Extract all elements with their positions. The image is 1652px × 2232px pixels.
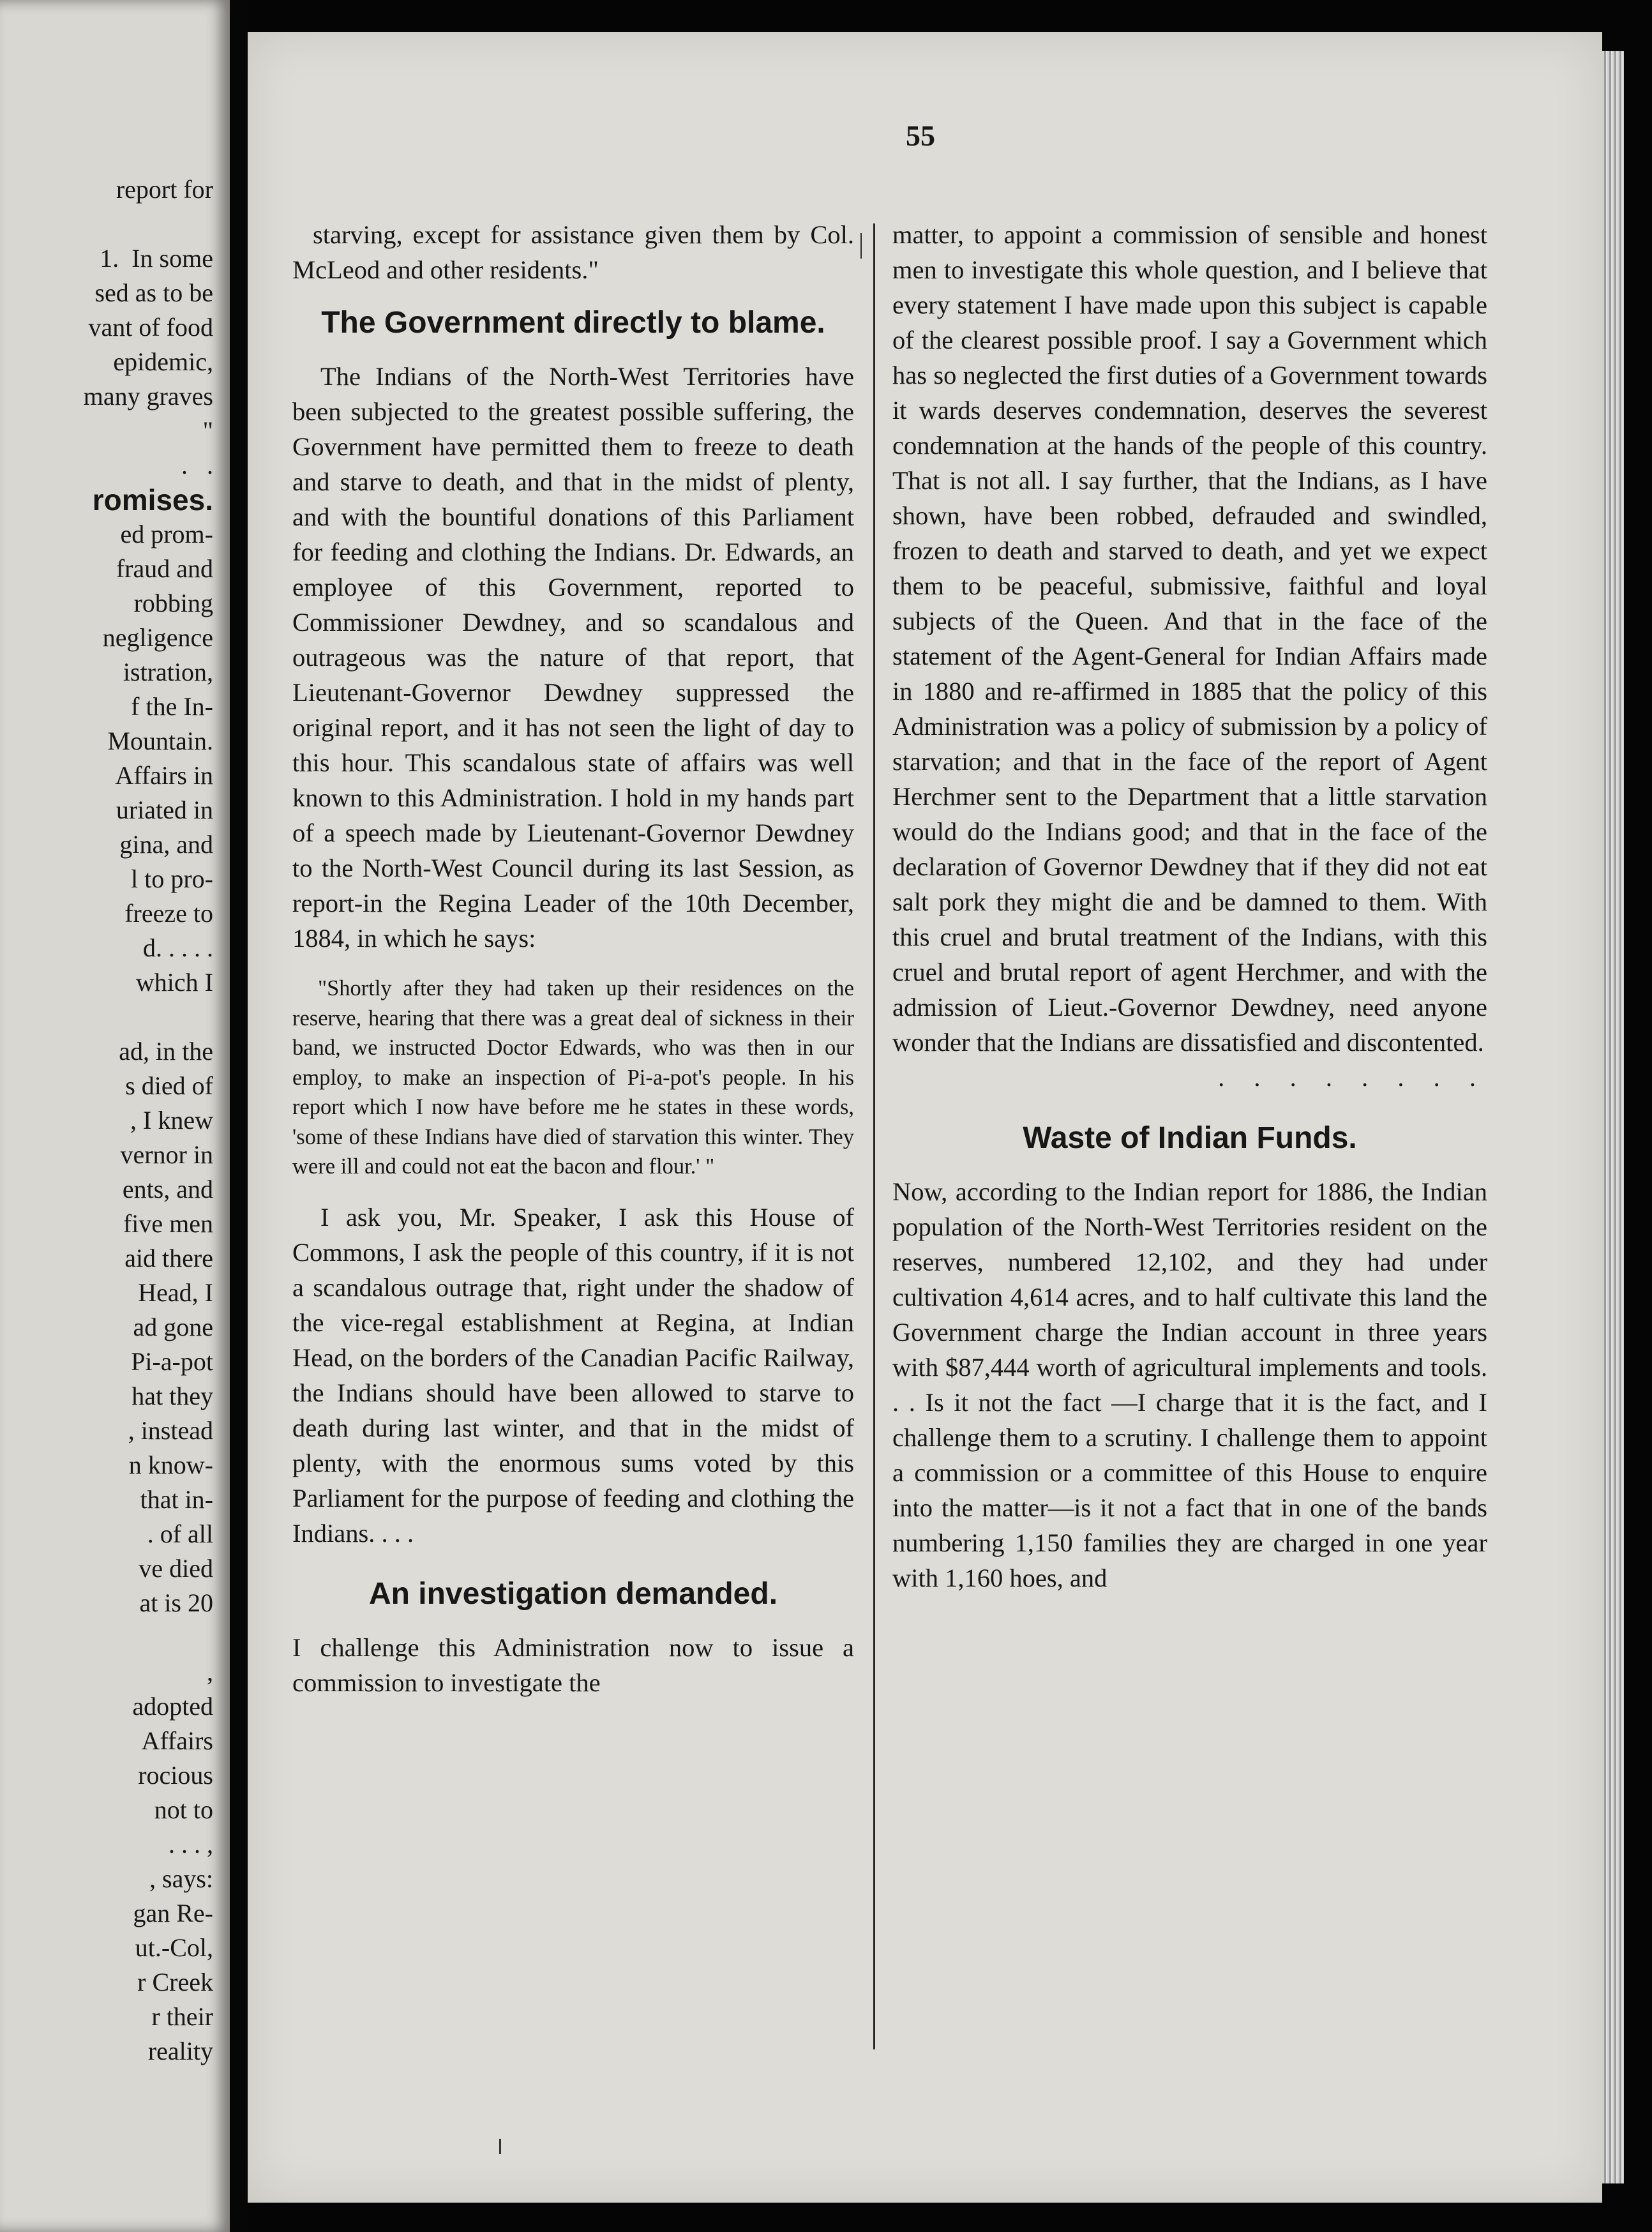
facing-page-line: . . . , <box>169 1830 213 1859</box>
right-column <box>892 217 1487 1595</box>
facing-page-line: not to <box>154 1795 213 1824</box>
facing-page-line: Head, I <box>138 1278 213 1307</box>
section-heading: An investigation demanded. <box>368 1576 778 1611</box>
facing-page-line: Affairs in <box>115 761 213 790</box>
facing-page-line: , instead <box>128 1416 213 1445</box>
section-heading: Waste of Indian Funds. <box>1023 1121 1357 1155</box>
facing-page-line: , I knew <box>130 1106 213 1135</box>
facing-page-line: sed as to be <box>94 278 213 307</box>
facing-page-line: Pi-a-pot <box>131 1347 213 1376</box>
facing-page-line: r their <box>151 2002 213 2031</box>
facing-page-line: vant of food <box>88 313 213 342</box>
facing-page-line: at is 20 <box>139 1588 213 1617</box>
facing-page-line: which I <box>135 968 213 997</box>
facing-page-line: s died of <box>125 1071 213 1100</box>
facing-page-line: romises. <box>92 483 213 517</box>
continued-paragraph: starving, except for assistance given them by Col. McLeod and other residents." <box>292 220 854 284</box>
page-55 <box>248 32 1602 2203</box>
facing-page-line: ents, and <box>122 1175 213 1203</box>
facing-page-line: that in- <box>140 1485 213 1514</box>
facing-page-line: adopted <box>132 1692 213 1721</box>
block-quote: "Shortly after they had taken up their residences on the reserve, hearing that there was a great deal of sickness in their band, we instructed Doctor Edwards, who was then in our employ, to make an inspection of Pi-a-pot's people. In his report which I now have before me he states in these words, 'some of these Indians have died of starvation this winter. They were ill and could not eat the bacon and flour.' " <box>292 976 854 1179</box>
facing-page-line: . . <box>181 451 213 479</box>
facing-page-line: Affairs <box>141 1726 213 1755</box>
facing-page-line: epidemic, <box>113 347 213 376</box>
facing-page-line: five men <box>123 1209 213 1238</box>
facing-page-line: hat they <box>131 1382 213 1410</box>
facing-page-line: r Creek <box>137 1968 213 1996</box>
facing-page-line: " <box>202 416 213 445</box>
facing-page-line: , says: <box>149 1864 213 1893</box>
facing-page-line: vernor in <box>120 1140 213 1169</box>
facing-page-line: uriated in <box>116 796 213 824</box>
column-rule <box>873 223 875 2049</box>
facing-page-line: n know- <box>128 1451 213 1479</box>
facing-page-line: f the In- <box>131 692 213 721</box>
facing-page-line: freeze to <box>124 899 213 928</box>
facing-page-line <box>3 1620 213 1655</box>
facing-page-line: ad gone <box>133 1313 213 1341</box>
facing-page-line: report for <box>116 175 213 204</box>
section-heading: The Government directly to blame. <box>321 306 825 340</box>
facing-page-line: many graves <box>83 382 213 411</box>
facing-page-line: aid there <box>124 1244 213 1272</box>
body-paragraph: The Indians of the North-West Territories have been subjected to the greatest possible suffering, the Government have permitted them to freeze to death and starve to death, and that in the midst of plenty, and with the bountiful donations of this Parliament for feeding and clothing the Indians. Dr. Edwards, an employee of this Government, reported to Commissioner Dewdney, and so scandalous and outrageous was the nature of that report, that Lieutenant-Governor Dewdney suppressed the original report, and it has not seen the light of day to this hour. This scandalous state of affairs was well known to this Administration. I hold in my hands part of a speech made by Lieutenant-Governor Dewdney to the North-West Council during its last Session, as report-in the Regina Leader of the 10th December, 1884, in which he says: <box>292 362 854 953</box>
facing-page-line: negligence <box>102 623 213 652</box>
facing-page-line: ve died <box>139 1554 213 1583</box>
facing-page-line: istration, <box>123 658 213 686</box>
facing-page-line: . of all <box>147 1519 213 1548</box>
body-paragraph: I challenge this Administration now to issue a commission to investigate the <box>292 1633 854 1697</box>
body-paragraph: Now, according to the Indian report for 1886, the Indian population of the North-West Territories resident on the reserves, numbered 12,102, and they had under cultivation 4,614 acres, and to half cultivate this land the Government charge the Indian account in three years with $87,444 worth of agricultural implements and tools. . . Is it not the fact —I charge that it is the fact, and I challenge them to a scrutiny. I challenge them to appoint a commission or a committee of this House to enquire into the matter—is it not a fact that in one of the bands numbering 1,150 families they are charged in one year with 1,160 hoes, and <box>892 1177 1487 1592</box>
body-paragraph: I ask you, Mr. Speaker, I ask this House of Commons, I ask the people of this country, if it is not a scandalous outrage that, right under the shadow of the vice-regal establishment at Regina, at Indian Head, on the borders of the Canadian Pacific Railway, the Indians should have been allowed to starve to death during last winter, and that in the midst of plenty, with the enormous sums voted by this Parliament for the purpose of feeding and clothing the Indians. . . . <box>292 1202 854 1548</box>
column-rule-top <box>860 233 862 259</box>
facing-page-line: fraud and <box>116 554 213 583</box>
ellipsis-dots: . . . . . . . . <box>1218 1063 1487 1092</box>
facing-page-line: d. . . . . <box>143 933 213 962</box>
facing-page-line: ed prom- <box>120 520 213 548</box>
page-number: 55 <box>906 119 935 152</box>
facing-page-line: 1. In some <box>100 244 213 273</box>
facing-page-line: l to pro- <box>131 864 213 893</box>
paragraph-text: matter, to appoint a commission of sensible and honest men to investigate this whole question, and I believe that every statement I have made upon this subject is capable of the clearest possible proof. I say a Government which has so neglected the first duties of a Government towards it wards deserves condemnation, deserves the severest condemnation at the hands of the people of this country. That is not all. I say further, that the Indians, as I have shown, have been robbed, defrauded and swindled, frozen to death and starved to death, and yet we expect them to be peaceful, submissive, faithful and loyal subjects of the Queen. And that in the face of the statement of the Agent-General for Indian Affairs made in 1880 and re-affirmed in 1885 that the policy of this Administration was a policy of submission by a policy of starvation; and that in the face of the report of Agent Herchmer sent to the Department that a little starvation would do the Indians good; and that in the face of the declaration of Governor Dewdney that if they did not eat salt pork they might die and be damned to them. With this cruel and brutal treatment of the Indians, with this cruel and brutal report of agent Herchmer, and with the admission of Lieut.-Governor Dewdney, need anyone wonder that the Indians are dissatisfied and discontented. <box>892 220 1487 1057</box>
body-paragraph <box>892 217 1487 1092</box>
facing-page-line: robbing <box>133 589 213 617</box>
facing-page-line: ad, in the <box>119 1037 213 1066</box>
facing-page-text <box>3 172 213 2069</box>
facing-page <box>0 0 230 2232</box>
facing-page-line: gan Re- <box>133 1899 213 1927</box>
book-gutter <box>230 0 248 2232</box>
facing-page-line: rocious <box>138 1761 213 1790</box>
page-edges <box>1602 51 1624 2183</box>
facing-page-line: reality <box>147 2037 213 2065</box>
facing-page-line: Mountain. <box>107 727 213 755</box>
print-speck <box>499 2139 501 2154</box>
facing-page-line: ut.-Col, <box>135 1933 213 1962</box>
facing-page-line: gina, and <box>119 830 213 859</box>
facing-page-line <box>3 207 213 241</box>
facing-page-line <box>3 1000 213 1034</box>
facing-page-line: , <box>207 1657 213 1686</box>
left-column <box>292 217 854 1700</box>
